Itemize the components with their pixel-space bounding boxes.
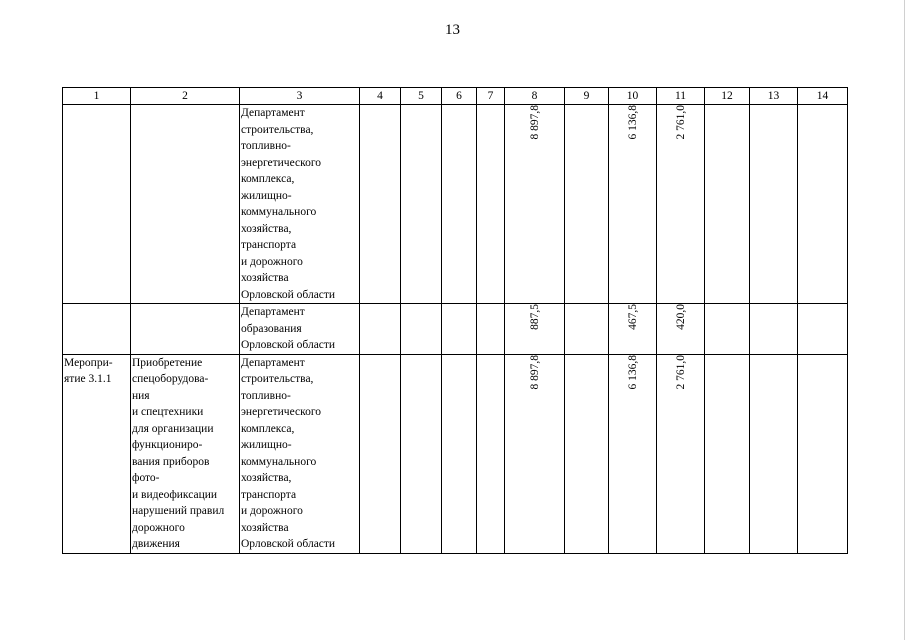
value-cell-col-4: [360, 105, 401, 304]
cell-text-line: спецоборудова-: [132, 373, 209, 385]
amount-value: 2 761,0: [674, 105, 687, 140]
cell-text-line: коммунального: [241, 206, 317, 218]
cell-text-line: для организации: [132, 422, 214, 435]
value-cell-col-12: [705, 105, 750, 304]
event-name-cell: [63, 105, 131, 304]
column-header: 12: [705, 88, 750, 105]
table-row: [63, 105, 848, 304]
event-description-cell: [131, 354, 240, 553]
value-cell-col-9: [565, 105, 609, 304]
value-cell-col-7: [477, 304, 505, 355]
column-header: 14: [798, 88, 848, 105]
cell-text-line: жилищно-: [241, 439, 292, 451]
header-row: [63, 88, 848, 105]
cell-text-line: и дорожного: [241, 255, 303, 268]
amount-value: 6 136,8: [626, 105, 639, 140]
cell-text-line: дорожного: [132, 521, 185, 534]
executor-cell: [240, 304, 360, 355]
column-header: 4: [360, 88, 401, 105]
amount-value: 8 897,8: [528, 354, 541, 389]
value-cell-col-12: [705, 354, 750, 553]
event-name-cell: [63, 304, 131, 355]
cell-text-line: и дорожного: [241, 505, 303, 517]
cell-text-line: хозяйства: [241, 521, 289, 534]
cell-text-line: и спецтехники: [132, 406, 204, 418]
page-number: 13: [445, 22, 460, 38]
column-header: 6: [442, 88, 477, 105]
value-cell-col-8: [505, 105, 565, 304]
cell-text-line: строительства,: [241, 123, 314, 136]
cell-text-line: Меропри-: [64, 356, 113, 369]
cell-text-line: ния: [132, 389, 150, 402]
cell-text-line: Орловской области: [241, 538, 336, 550]
table-row: [63, 354, 848, 553]
value-cell-col-10: [609, 105, 657, 304]
value-cell-col-11: [657, 354, 705, 553]
executor-cell: [240, 105, 360, 304]
value-cell-col-6: [442, 304, 477, 355]
value-cell-col-12: [705, 304, 750, 355]
cell-text-line: транспорта: [241, 239, 297, 251]
cell-text-line: движения: [132, 538, 180, 550]
column-header: 10: [609, 88, 657, 105]
cell-text-line: энергетического: [241, 406, 322, 418]
cell-text-line: коммунального: [241, 455, 317, 468]
column-header: 3: [240, 88, 360, 105]
cell-text-line: Департамент: [241, 356, 305, 369]
value-cell-col-10: [609, 304, 657, 355]
cell-text-line: образования: [241, 322, 302, 335]
cell-text-line: Орловской области: [241, 288, 336, 301]
cell-text-line: жилищно-: [241, 189, 292, 202]
cell-text-line: хозяйства,: [241, 472, 292, 484]
executor-cell: [240, 354, 360, 553]
value-cell-col-9: [565, 304, 609, 355]
value-cell-col-6: [442, 105, 477, 304]
cell-text-line: Приобретение: [132, 356, 203, 369]
table-body: [63, 105, 848, 554]
event-name-cell: [63, 354, 131, 553]
value-cell-col-10: [609, 354, 657, 553]
amount-value: 887,5: [528, 304, 541, 330]
value-cell-col-11: [657, 304, 705, 355]
value-cell-col-5: [401, 354, 442, 553]
cell-text-line: Орловской области: [241, 339, 336, 351]
value-cell-col-13: [750, 105, 798, 304]
column-header: 11: [657, 88, 705, 105]
cell-text-line: комплекса,: [241, 173, 295, 185]
amount-value: 467,5: [626, 304, 639, 330]
event-description-cell: [131, 304, 240, 355]
value-cell-col-8: [505, 304, 565, 355]
column-header: 7: [477, 88, 505, 105]
value-cell-col-13: [750, 354, 798, 553]
column-header: 13: [750, 88, 798, 105]
cell-text-line: ятие 3.1.1: [64, 373, 112, 385]
cell-text-line: Департамент: [241, 107, 305, 119]
cell-text-line: топливно-: [241, 389, 291, 402]
column-header: 8: [505, 88, 565, 105]
amount-value: 2 761,0: [674, 354, 687, 389]
column-header: 9: [565, 88, 609, 105]
value-cell-col-14: [798, 105, 848, 304]
cell-text-line: нарушений правил: [132, 505, 225, 517]
value-cell-col-5: [401, 105, 442, 304]
column-header: 2: [131, 88, 240, 105]
amount-value: 420,0: [674, 304, 687, 330]
column-header: 5: [401, 88, 442, 105]
cell-text-line: энергетического: [241, 156, 322, 169]
cell-text-line: функциониро-: [132, 439, 203, 451]
cell-text-line: комплекса,: [241, 422, 295, 435]
value-cell-col-14: [798, 304, 848, 355]
value-cell-col-5: [401, 304, 442, 355]
cell-text-line: Департамент: [241, 306, 305, 318]
value-cell-col-13: [750, 304, 798, 355]
cell-text-line: строительства,: [241, 373, 314, 385]
cell-text-line: хозяйства,: [241, 222, 292, 235]
event-description-cell: [131, 105, 240, 304]
value-cell-col-4: [360, 354, 401, 553]
amount-value: 6 136,8: [626, 354, 639, 389]
table-row: [63, 304, 848, 355]
cell-text-line: и видеофиксации: [132, 488, 218, 501]
value-cell-col-4: [360, 304, 401, 355]
cell-text-line: фото-: [132, 472, 160, 484]
cell-text-line: транспорта: [241, 488, 297, 501]
cell-text-line: топливно-: [241, 140, 291, 152]
cell-text-line: хозяйства: [241, 272, 289, 284]
value-cell-col-8: [505, 354, 565, 553]
budget-table: [62, 87, 848, 554]
value-cell-col-7: [477, 354, 505, 553]
value-cell-col-7: [477, 105, 505, 304]
column-header: 1: [63, 88, 131, 105]
value-cell-col-6: [442, 354, 477, 553]
value-cell-col-11: [657, 105, 705, 304]
cell-text-line: вания приборов: [132, 455, 210, 468]
value-cell-col-9: [565, 354, 609, 553]
amount-value: 8 897,8: [528, 105, 541, 140]
value-cell-col-14: [798, 354, 848, 553]
